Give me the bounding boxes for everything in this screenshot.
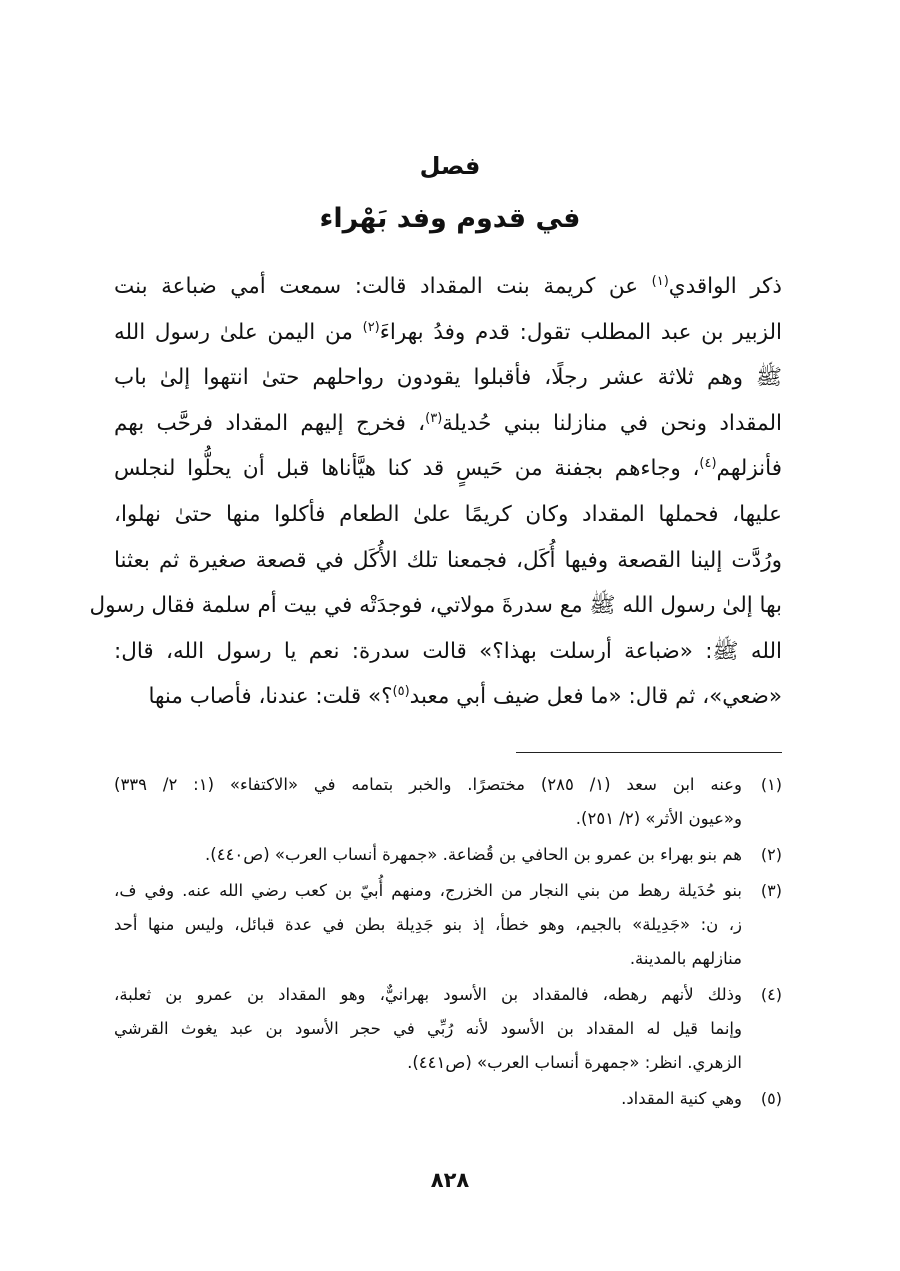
page-number: ٨٢٨	[430, 1168, 470, 1192]
footnote-line: و«عيون الأثر» (٢/ ٢٥١).	[575, 809, 742, 828]
footnote-line: منازلهم بالمدينة.	[629, 949, 742, 968]
footnotes	[114, 768, 782, 1118]
text-line	[114, 629, 782, 675]
footnote-line: وإنما قيل له المقداد بن الأسود لأنه رُبِّي في حجر الأسود بن عبد يغوث القرشي	[114, 1019, 742, 1038]
text-line	[114, 401, 782, 447]
footnote-ref[interactable]: (٢)	[362, 319, 380, 335]
footnote-ref[interactable]: (٥)	[392, 684, 410, 700]
footnote	[114, 1082, 782, 1116]
text-line	[114, 264, 782, 310]
chapter-title: في قدوم وفد بَهْراء	[319, 203, 581, 234]
text-segment: «ضعي»، ثم قال: «ما فعل ضيف أبي معبد	[409, 684, 782, 710]
footnote-line: بنو حُدَيلة رهط من بني النجار من الخزرج، ومنهم أُبيّ بن كعب رضي الله عنه. وفي ف،	[114, 881, 742, 900]
footnote-ref[interactable]: (١)	[651, 273, 669, 289]
footnote	[114, 838, 782, 872]
text-line	[114, 492, 782, 538]
footnote-number: (١)	[760, 775, 782, 794]
text-segment: ؟» قلت: عندنا، فأصاب منها	[148, 684, 393, 710]
footnote-line: ز، ن: «جَدِيلة» بالجيم، وهو خطأ، إذ بنو جَدِيلة بطن في عدة قبائل، وليس منها أحد	[114, 915, 742, 934]
footnote-line: وعنه ابن سعد (١/ ٢٨٥) مختصرًا. والخبر بتمامه في «الاكتفاء» (١: ٢/ ٣٣٩)	[114, 775, 742, 794]
footnote-line: الزهري. انظر: «جمهرة أنساب العرب» (ص٤٤١).	[407, 1053, 742, 1072]
footnote-number: (٢)	[760, 845, 782, 864]
footnote-ref[interactable]: (٣)	[425, 410, 443, 426]
text-line	[89, 583, 782, 629]
footnote-number: (٤)	[760, 985, 782, 1004]
main-text	[89, 264, 782, 720]
section-label: فصل	[419, 152, 481, 180]
text-segment: ورُدَّت إلينا القصعة وفيها أُكَل، فجمعنا تلك الأُكَل في قصعة صغيرة ثم بعثنا	[114, 547, 782, 573]
text-segment: ، فخرج إليهم المقداد فرحَّب بهم	[114, 410, 426, 436]
footnote-divider	[516, 752, 782, 753]
text-segment: الزبير بن عبد المطلب تقول: قدم وفدُ بهراءَ	[379, 319, 782, 345]
text-segment: من اليمن علىٰ رسول الله	[114, 319, 363, 345]
text-line	[114, 538, 782, 584]
text-segment: المقداد ونحن في منازلنا ببني حُديلة	[442, 410, 782, 436]
text-segment: فأنزلهم	[716, 456, 782, 482]
footnote	[114, 978, 782, 1080]
text-segment: ذكر الواقدي	[668, 274, 782, 299]
footnote-number: (٥)	[760, 1089, 782, 1108]
text-line	[114, 355, 782, 401]
text-segment: عليها، فحملها المقداد وكان كريمًا علىٰ الطعام فأكلوا منها حتىٰ نهلوا،	[114, 501, 782, 527]
footnote	[114, 768, 782, 836]
footnote-line: هم بنو بهراء بن عمرو بن الحافي بن قُضاعة. «جمهرة أنساب العرب» (ص٤٤٠).	[205, 845, 742, 864]
footnote-line: وذلك لأنهم رهطه، فالمقداد بن الأسود بهرانيٌّ، وهو المقداد بن عمرو بن ثعلبة،	[114, 985, 742, 1004]
text-line	[114, 674, 782, 720]
text-segment: عن كريمة بنت المقداد قالت: سمعت أمي ضباعة بنت	[114, 274, 652, 299]
footnote	[114, 874, 782, 976]
text-line	[114, 310, 782, 356]
footnote-line: وهي كنية المقداد.	[621, 1089, 742, 1108]
footnote-number: (٣)	[760, 881, 782, 900]
text-segment: بها إلىٰ رسول الله ﷺ مع سدرةَ مولاتي، فوجدَتْه في بيت أم سلمة فقال رسول	[89, 593, 782, 619]
text-line	[114, 446, 782, 492]
text-segment: الله ﷺ: «ضباعة أرسلت بهذا؟» قالت سدرة: نعم يا رسول الله، قال:	[114, 638, 782, 664]
text-segment: ﷺ وهم ثلاثة عشر رجلًا، فأقبلوا يقودون رواحلهم حتىٰ انتهوا إلىٰ باب	[114, 365, 782, 391]
text-segment: ، وجاءهم بجفنة من حَيسٍ قد كنا هيَّأناها قبل أن يحلُّوا لنجلس	[114, 456, 700, 482]
footnote-ref[interactable]: (٤)	[699, 456, 717, 472]
